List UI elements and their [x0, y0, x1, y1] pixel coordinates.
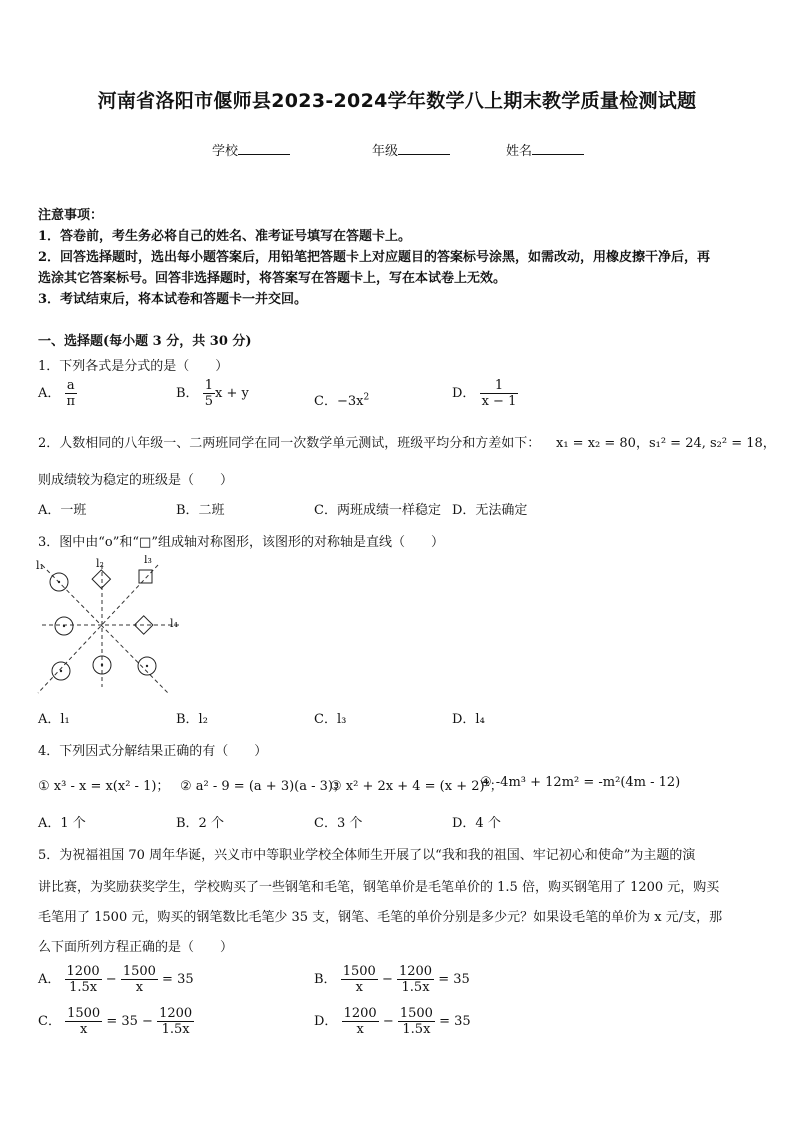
q3-option-a: A．l₁ — [38, 712, 70, 727]
fraction-numerator: a — [65, 378, 78, 394]
square-shape — [139, 570, 152, 583]
name-blank — [532, 142, 584, 155]
q4-option-b: B．2 个 — [176, 816, 224, 831]
q5-option-a: A． $\frac{1200}{1.5x}$ − $\frac{1500}{x}$ = 35 — [38, 964, 194, 995]
question-1-stem: 1．下列各式是分式的是（ ） — [38, 359, 229, 374]
q1-option-a: A． $\frac{a}{\pi}$ — [38, 378, 76, 409]
school-label: 学校 — [212, 144, 239, 159]
q5-option-b: B． $\frac{1500}{x}$ − $\frac{1200}{1.5x}$ = 35 — [314, 964, 470, 995]
grade-label: 年级 — [372, 144, 399, 159]
question-4-item: ③ x² + 2x + 4 = (x + 2)²； — [330, 779, 503, 794]
label-l2: l₂ — [96, 557, 104, 570]
notice-heading: 注意事项： — [38, 208, 104, 223]
page-title: 河南省洛阳市偃师县2023-2024学年数学八上期末教学质量检测试题 — [97, 90, 697, 112]
q1-option-c: C．$-3x^2$ — [314, 392, 370, 409]
q4-option-d: D．4 个 — [452, 816, 501, 831]
question-4-item: ② a² - 9 = (a + 3)(a - 3)； — [180, 779, 346, 794]
question-4-stem: 4．下列因式分解结果正确的有（ ） — [38, 744, 268, 759]
q1-option-d: D． $\frac{1}{x - 1}$ — [452, 378, 517, 409]
question-5-line: 毛笔用了 1500 元，购买的钢笔数比毛笔少 35 支，钢笔、毛笔的单价分别是多少元？如果设毛笔的单价为 x 元/支，那 — [38, 910, 723, 925]
question-2-stem: 2．人数相同的八年级一、二两班同学在同一次数学单元测试，班级平均分和方差如下： — [38, 436, 541, 451]
q5-option-c: C． $\frac{1500}{x}$ = 35 − $\frac{1200}{1.5x}$ — [38, 1006, 193, 1037]
label-l4: l₄ — [170, 617, 178, 630]
symmetry-figure — [30, 555, 190, 700]
question-5-line: 讲比赛，为奖励获奖学生，学校购买了一些钢笔和毛笔，钢笔单价是毛笔单价的 1.5 倍，购买钢笔用了 1200 元，购买 — [38, 880, 720, 895]
label-l3: l₃ — [144, 555, 152, 566]
question-5-line: 5．为祝福祖国 70 周年华诞，兴义市中等职业学校全体师生开展了以“我和我的祖国、牢记初心和使命”为主题的演 — [38, 848, 696, 863]
q2-option-b: B．二班 — [176, 503, 225, 518]
q3-option-c: C．l₃ — [314, 712, 347, 727]
grade-field — [372, 140, 450, 159]
question-4-item: ④ -4m³ + 12m² = -m²(4m - 12) — [480, 775, 681, 790]
question-3-stem: 3．图中由“o”和“□”组成轴对称图形，该图形的对称轴是直线（ ） — [38, 535, 444, 550]
section-heading: 一、选择题(每小题 3 分，共 30 分) — [38, 334, 252, 349]
q4-option-c: C．3 个 — [314, 816, 363, 831]
notice-item: 3．考试结束后，将本试卷和答题卡一并交回。 — [38, 292, 308, 307]
question-2-stem-continued: 则成绩较为稳定的班级是（ ） — [38, 473, 234, 488]
q2-option-a: A．一班 — [38, 503, 87, 518]
school-field — [212, 140, 290, 159]
name-label: 姓名 — [506, 144, 533, 159]
q3-option-b: B．l₂ — [176, 712, 208, 727]
notice-item: 选涂其它答案标号。回答非选择题时，将答案写在答题卡上，写在本试卷上无效。 — [38, 271, 507, 286]
q2-option-c: C．两班成绩一样稳定 — [314, 503, 441, 518]
notice-item: 1．答卷前，考生务必将自己的姓名、准考证号填写在答题卡上。 — [38, 229, 412, 244]
label-l1: l₁ — [36, 559, 44, 572]
notice-item: 2．回答选择题时，选出每小题答案后，用铅笔把答题卡上对应题目的答案标号涂黑，如需改动，用橡皮擦干净后，再 — [38, 250, 711, 265]
fraction-denominator: π — [66, 394, 76, 409]
q3-option-d: D．l₄ — [452, 712, 485, 727]
name-field — [506, 140, 584, 159]
square-shape — [92, 570, 110, 588]
question-2-math: x₁ = x₂ = 80，s₁² = 24, s₂² = 18， — [556, 436, 776, 451]
q1-option-b: B． $\frac{1}{5}$ x + y — [176, 378, 249, 409]
q5-option-d: D． $\frac{1200}{x}$ − $\frac{1500}{1.5x}$ = 35 — [314, 1006, 471, 1037]
grade-blank — [398, 142, 450, 155]
question-5-line: 么下面所列方程正确的是（ ） — [38, 940, 234, 955]
question-4-item: ① x³ - x = x(x² - 1)； — [38, 779, 170, 794]
q2-option-d: D．无法确定 — [452, 503, 528, 518]
q4-option-a: A．1 个 — [38, 816, 86, 831]
school-blank — [238, 142, 290, 155]
